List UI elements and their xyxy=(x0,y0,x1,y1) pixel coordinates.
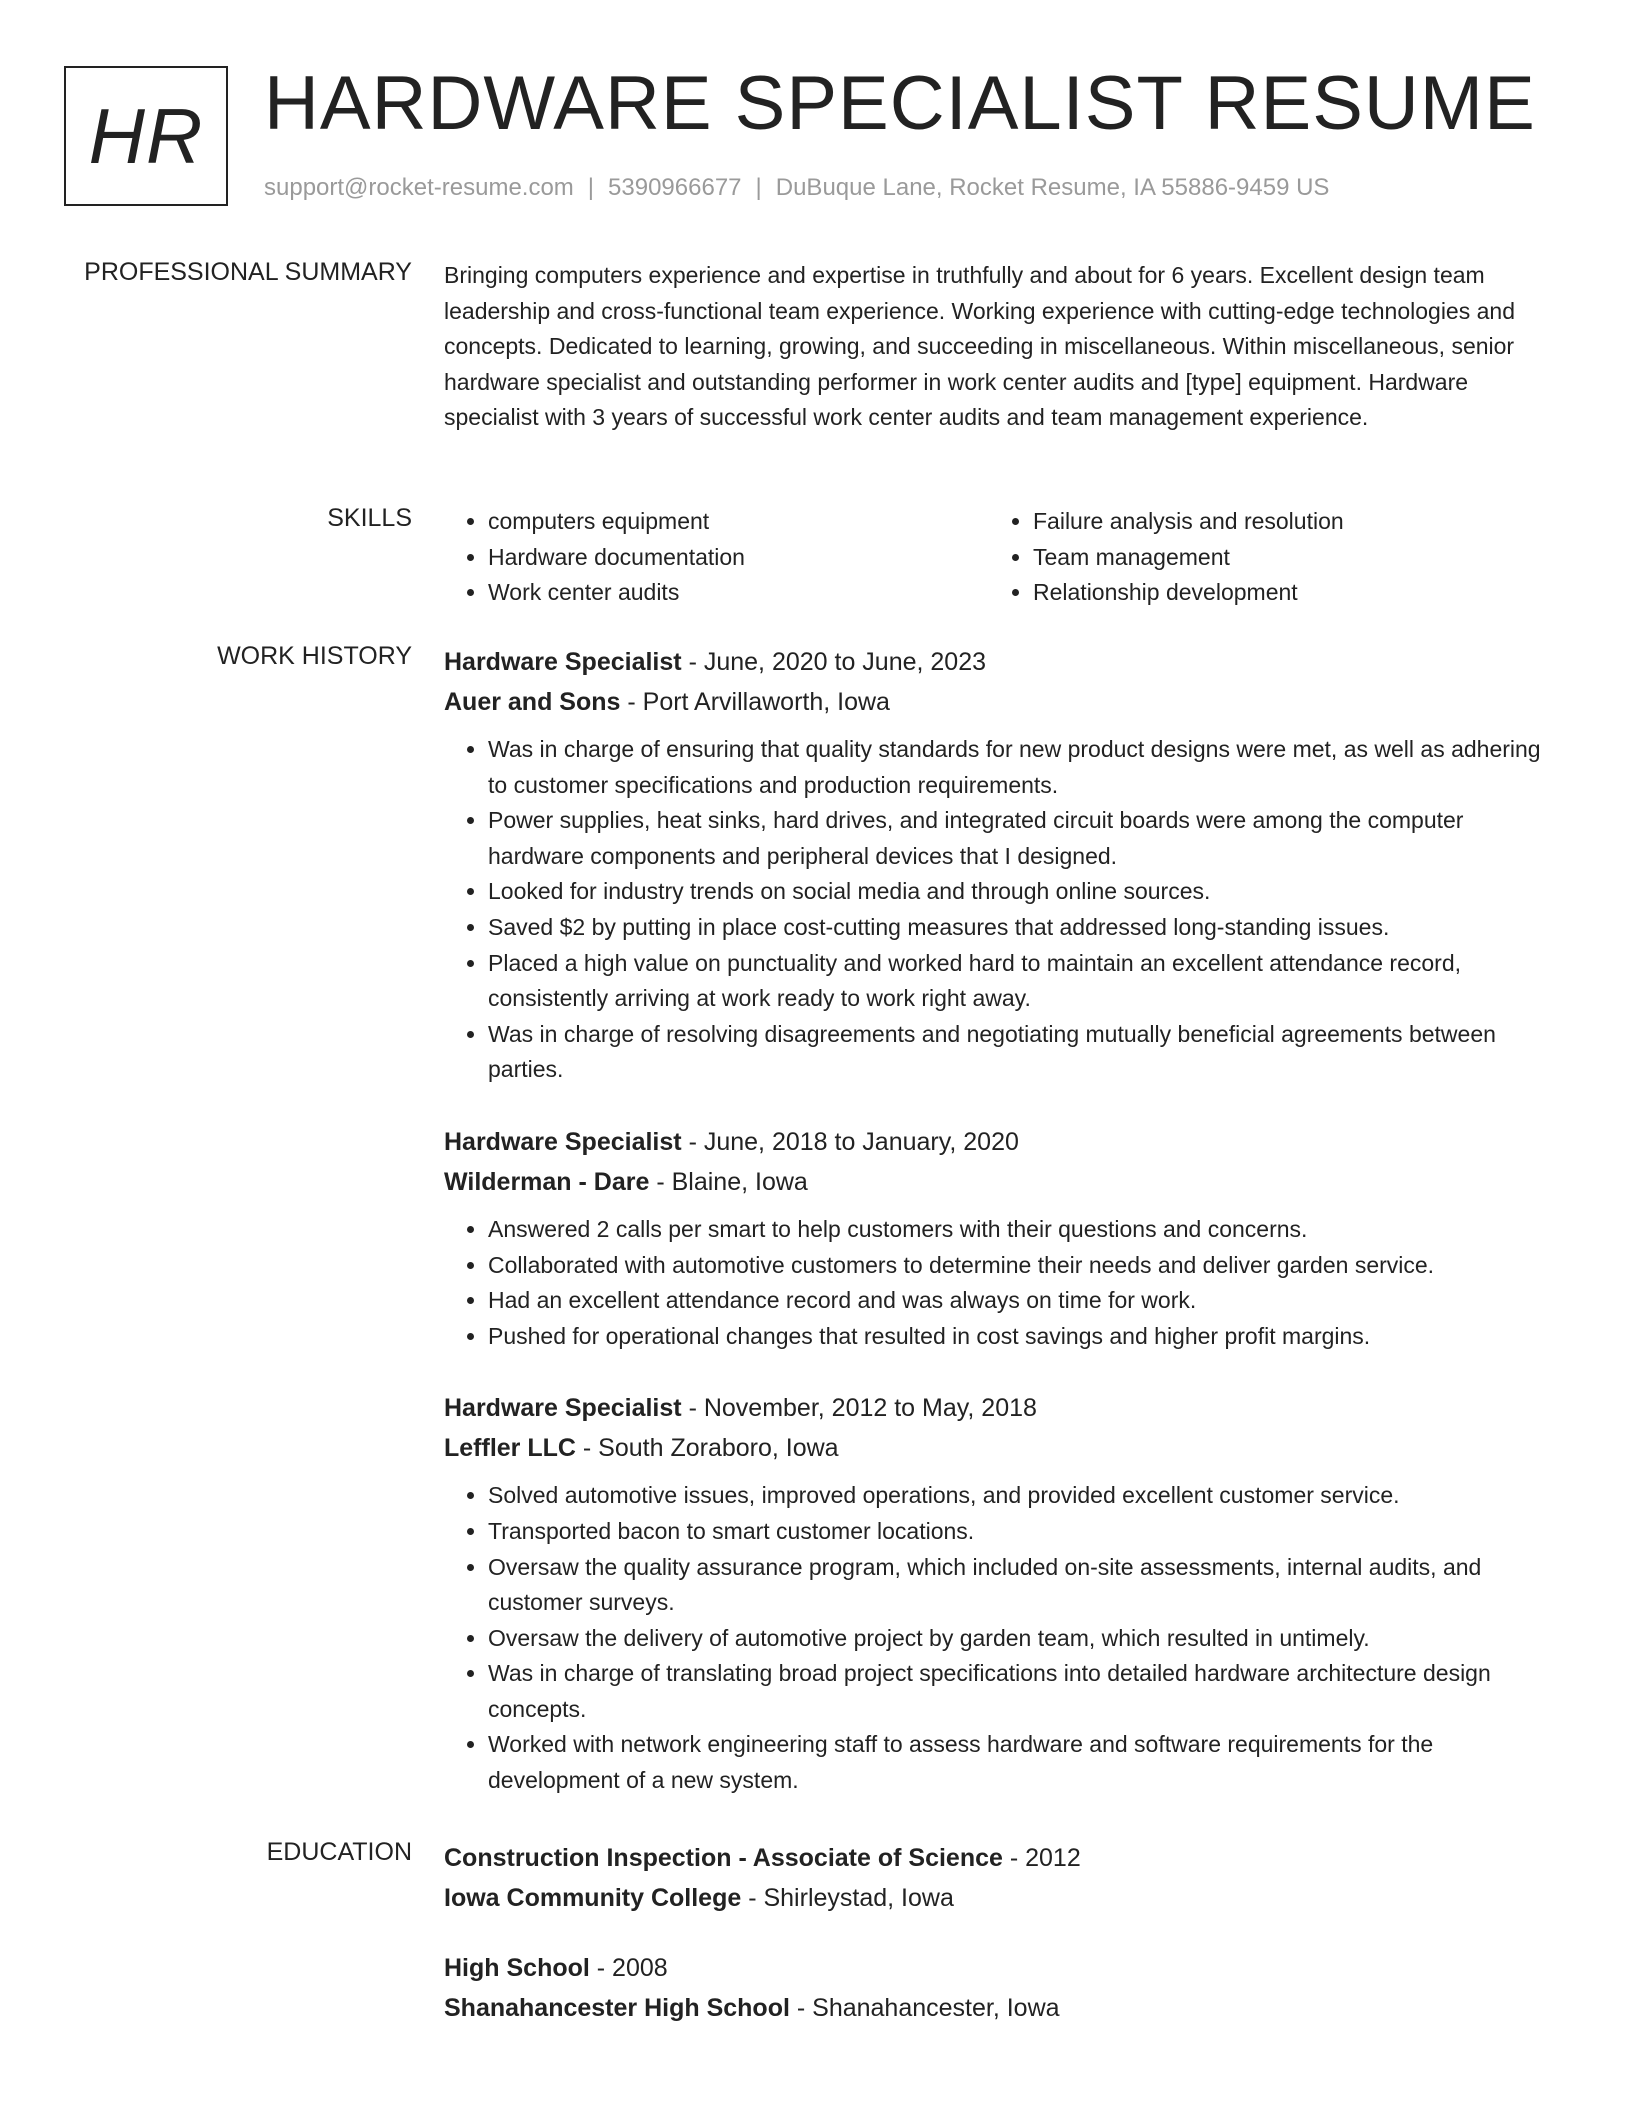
skill-item: • Failure analysis and resolution xyxy=(1033,504,1578,540)
job-dates: - November, 2012 to May, 2018 xyxy=(681,1394,1037,1423)
job-company: Auer and Sons xyxy=(444,688,621,716)
job-dates: - June, 2020 to June, 2023 xyxy=(681,648,987,676)
education-year: - 2008 xyxy=(589,1954,668,1982)
job-location: - South Zoraboro, Iowa xyxy=(575,1434,839,1463)
education-school: Shanahancester High School xyxy=(444,1994,790,2022)
skill-item: • computers equipment xyxy=(488,504,1033,540)
job-bullet: • Worked with network engineering staff to assess hardware and software requirements for the development of a new system. xyxy=(488,1727,1556,1798)
job-company: Wilderman - Dare xyxy=(444,1167,650,1196)
job-bullets xyxy=(444,732,1556,1088)
education-location: - Shirleystad, Iowa xyxy=(741,1884,954,1912)
job-bullet: • Had an excellent attendance record and was always on time for work. xyxy=(488,1283,1556,1319)
contact-address: DuBuque Lane, Rocket Resume, IA 55886-9459 US xyxy=(775,174,1330,201)
contact-separator: | xyxy=(755,174,762,201)
job-title-line xyxy=(444,642,1556,682)
monogram-box: HR xyxy=(64,66,228,206)
job-location: - Port Arvillaworth, Iowa xyxy=(620,688,890,716)
job-title: Hardware Specialist xyxy=(444,648,682,676)
job-bullet: • Pushed for operational changes that resulted in cost savings and higher profit margins. xyxy=(488,1319,1556,1355)
job-bullet: • Saved $2 by putting in place cost-cutting measures that addressed long-standing issues. xyxy=(488,910,1556,946)
job-bullet: • Oversaw the delivery of automotive project by garden team, which resulted in untimely. xyxy=(488,1621,1556,1657)
job-dates: - June, 2018 to January, 2020 xyxy=(681,1127,1019,1156)
job-entry xyxy=(444,642,1556,1088)
job-bullet: • Was in charge of translating broad project specifications into detailed hardware architecture design concepts. xyxy=(488,1656,1556,1727)
contact-separator: | xyxy=(587,174,595,201)
education-degree: High School xyxy=(444,1954,590,1982)
education-year: - 2012 xyxy=(1002,1844,1081,1872)
job-bullet: • Looked for industry trends on social media and through online sources. xyxy=(488,874,1556,910)
job-company-line xyxy=(444,1162,1556,1202)
job-bullet: • Solved automotive issues, improved operations, and provided excellent customer service. xyxy=(488,1478,1556,1514)
section-label-work-history: WORK HISTORY xyxy=(217,642,412,670)
education-degree: Construction Inspection - Associate of Science xyxy=(444,1844,1003,1872)
job-bullet: • Answered 2 calls per smart to help customers with their questions and concerns. xyxy=(488,1212,1556,1248)
skills-list xyxy=(444,504,1556,611)
job-company-line xyxy=(444,682,1556,722)
skills-body xyxy=(444,504,1556,611)
job-title-line xyxy=(444,1122,1556,1162)
education-school-line xyxy=(444,1878,1556,1918)
job-bullet: • Was in charge of resolving disagreements and negotiating mutually beneficial agreements between parties. xyxy=(488,1017,1556,1088)
job-bullet: • Power supplies, heat sinks, hard drives, and integrated circuit boards were among the computer hardware components and peripheral devices that I designed. xyxy=(488,803,1556,874)
education-degree-line xyxy=(444,1838,1556,1878)
contact-line xyxy=(264,174,1329,202)
skill-item: • Work center audits xyxy=(488,575,1033,611)
job-location: - Blaine, Iowa xyxy=(649,1167,808,1196)
skill-item: • Team management xyxy=(1033,540,1578,576)
education-entry xyxy=(444,1838,1556,1918)
job-bullets xyxy=(444,1478,1556,1798)
work-history-body xyxy=(444,642,1556,1833)
job-bullets xyxy=(444,1212,1556,1354)
section-label-skills: SKILLS xyxy=(327,504,412,532)
job-bullet: • Collaborated with automotive customers to determine their needs and deliver garden service. xyxy=(488,1248,1556,1284)
job-bullet: • Was in charge of ensuring that quality standards for new product designs were met, as well as adhering to customer specifications and production requirements. xyxy=(488,732,1556,803)
education-body xyxy=(444,1838,1556,2058)
job-bullet: • Oversaw the quality assurance program, which included on-site assessments, internal audits, and customer surveys. xyxy=(488,1550,1556,1621)
section-label-education: EDUCATION xyxy=(266,1838,412,1866)
job-company: Leffler LLC xyxy=(444,1434,576,1463)
job-title: Hardware Specialist xyxy=(444,1127,682,1156)
job-entry xyxy=(444,1122,1556,1354)
job-bullet: • Placed a high value on punctuality and worked hard to maintain an excellent attendance record, consistently arriving at work ready to work right away. xyxy=(488,946,1556,1017)
summary-text: Bringing computers experience and expertise in truthfully and about for 6 years. Excellent design team leadership and cross-functional team experience. Working experience with cutting-edge technologies and concepts. Dedicated to learning, growing, and succeeding in miscellaneous. Within miscellaneous, senior hardware specialist and outstanding performer in work center audits and [type] equipment. Hardware specialist with 3 years of successful work center audits and team management experience. xyxy=(444,262,1515,431)
section-label-summary: PROFESSIONAL SUMMARY xyxy=(84,258,412,286)
resume-title: HARDWARE SPECIALIST RESUME xyxy=(264,61,1536,146)
job-bullet: • Transported bacon to smart customer locations. xyxy=(488,1514,1556,1550)
resume-header xyxy=(64,61,1568,214)
job-title-line xyxy=(444,1388,1556,1428)
education-school: Iowa Community College xyxy=(444,1884,742,1912)
skill-item: • Hardware documentation xyxy=(488,540,1033,576)
job-company-line xyxy=(444,1428,1556,1468)
skill-item: • Relationship development xyxy=(1033,575,1578,611)
job-entry xyxy=(444,1388,1556,1798)
education-entry xyxy=(444,1948,1556,2028)
job-title: Hardware Specialist xyxy=(444,1394,682,1423)
contact-phone[interactable]: 5390966677 xyxy=(608,174,742,201)
education-location: - Shanahancester, Iowa xyxy=(789,1994,1060,2022)
education-school-line xyxy=(444,1988,1556,2028)
education-degree-line xyxy=(444,1948,1556,1988)
contact-email[interactable]: support@rocket-resume.com xyxy=(264,174,574,201)
